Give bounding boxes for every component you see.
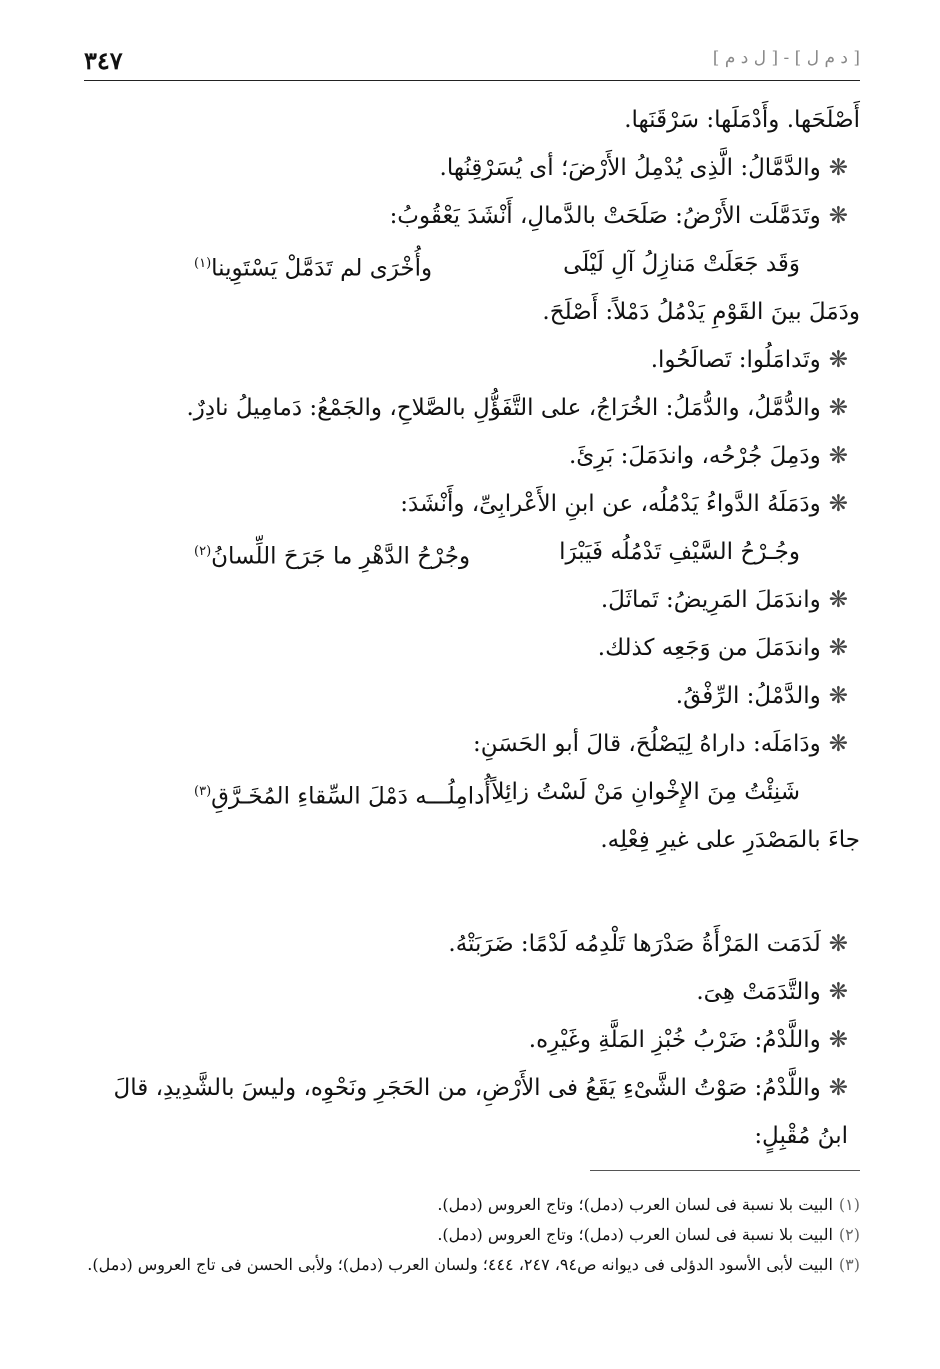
entry-star-icon: ❋ xyxy=(828,587,848,613)
page-header xyxy=(84,40,860,81)
footnote-text: البيت بلا نسبة فى لسان العرب (دمل)؛ وتاج العروس (دمل). xyxy=(437,1195,833,1214)
entry-line: ❋واللَّدْمُ: ضَرْبُ خُبْزِ المَلَّةِ وغَيْرِه. xyxy=(528,1027,848,1053)
footnote-divider xyxy=(590,1170,860,1171)
entry-star-icon: ❋ xyxy=(828,491,848,517)
entry-line: ❋واللَّدْمُ: صَوْتُ الشَّىْءِ يَقَعُ فى الأَرْضِ، من الحَجَرِ ونَحْوِه، وليسَ بالشَّدِيدِ، قالَ ابنُ مُقْبِلٍ: xyxy=(113,1075,848,1149)
entry-line: ❋والتَّدَمَتْ هِىَ. xyxy=(696,979,848,1005)
entry-line: ❋والدَّمْلُ: الرِّفْقُ. xyxy=(675,683,848,709)
verse-hemistich-1: وَقَد جَعَلَتْ مَنازِلُ آلِ لَيْلَى xyxy=(563,251,800,277)
verse-hemistich-2: وجُرْحُ الدَّهْرِ ما جَرَحَ اللِّسانُ$^{(٢)}$ xyxy=(194,543,471,570)
verse-hemistich-1: وجُـرْحُ السَّيْفِ تَدْمُلُه فَيَبْرَا xyxy=(559,539,800,565)
entry-star-icon: ❋ xyxy=(828,203,848,229)
entry-star-icon: ❋ xyxy=(828,155,848,181)
footnote-ref: (١) xyxy=(194,256,212,271)
footnotes xyxy=(84,1190,860,1280)
footnote-mark: (٢) xyxy=(838,1225,860,1244)
entry-line: ❋ودَمِلَ جُرْحُه، واندَمَلَ: بَرِئَ. xyxy=(568,443,848,469)
running-head: [ د م ل ] - [ ل د م ] xyxy=(712,48,860,68)
entry-star-icon: ❋ xyxy=(828,1027,848,1053)
entry-star-icon: ❋ xyxy=(828,931,848,957)
entry-line: ❋ودَامَلَه: داراهُ لِيَصْلُحَ، قالَ أبو الحَسَنِ: xyxy=(473,731,848,757)
entry-star-icon: ❋ xyxy=(828,979,848,1005)
entry-star-icon: ❋ xyxy=(828,1075,848,1101)
entry-line: ❋واندَمَلَ المَرِيضُ: تَماثَلَ. xyxy=(600,587,848,613)
entry-line: ❋والدُّمَّلُ، والدُّمَلُ: الخُرَاجُ، على التَّفَؤُّلِ بالصَّلاحِ، والجَمْعُ: دَمامِيلُ نادِرٌ. xyxy=(186,395,848,421)
footnote xyxy=(84,1250,860,1280)
entry-star-icon: ❋ xyxy=(828,443,848,469)
footnote-text: البيت بلا نسبة فى لسان العرب (دمل)؛ وتاج العروس (دمل). xyxy=(437,1225,833,1244)
footnote-ref: (٢) xyxy=(194,544,212,559)
entry-line: ❋لَدَمَت المَرْأَةُ صَدْرَها تَلْدِمُه لَدْمًا: ضَرَبَتْهُ. xyxy=(448,931,848,957)
entry-star-icon: ❋ xyxy=(828,731,848,757)
verse-hemistich-1: شَنِئْتُ مِنَ الإِخْوانِ مَنْ لَسْتُ زائِلاً xyxy=(491,779,800,805)
footnote-mark: (١) xyxy=(838,1195,860,1214)
text-line: جاءَ بالمَصْدَرِ على غيرِ فِعْلِه. xyxy=(600,827,860,853)
footnote xyxy=(84,1190,860,1220)
verse-line xyxy=(84,768,860,816)
text-line: ودَمَلَ بينَ القَوْمِ يَدْمُلُ دَمْلاً: أَصْلَحَ. xyxy=(542,299,860,325)
entry-line: ❋واندَمَلَ من وَجَعِه كذلك. xyxy=(597,635,848,661)
entry-star-icon: ❋ xyxy=(828,395,848,421)
verse-hemistich-2: وأُخْرَى لم تَدَمَّلْ يَسْتَوِينا$^{(١)}$ xyxy=(194,255,433,282)
text-line: أَصْلَحَها. وأَدْمَلَها: سَرْقَنَها. xyxy=(624,107,860,133)
footnote-ref: (٣) xyxy=(194,784,212,799)
entry-line: ❋وتَدامَلُوا: تَصالَحُوا. xyxy=(650,347,848,373)
footnote-text: البيت لأبى الأسود الدؤلى فى ديوانه ص٩٤، ٢٤٧، ٤٤٤؛ ولسان العرب (دمل)؛ ولأبى الحسن فى تاج العروس (دمل). xyxy=(87,1255,833,1274)
main-text xyxy=(84,96,860,1160)
verse-line xyxy=(84,240,860,288)
entry-line: ❋ودَمَلَهُ الدَّواءُ يَدْمُلُه، عن ابنِ الأَعْرابِىِّ، وأَنْشَدَ: xyxy=(400,491,848,517)
entry-star-icon: ❋ xyxy=(828,683,848,709)
entry-star-icon: ❋ xyxy=(828,635,848,661)
page-number: ٣٤٧ xyxy=(84,46,123,75)
section-gap xyxy=(84,864,860,920)
entry-line: ❋والدَّمَّالُ: الَّذِى يُدْمِلُ الأَرْضَ؛ أى يُسَرْقِنُها. xyxy=(439,155,848,181)
verse-line xyxy=(84,528,860,576)
footnote-mark: (٣) xyxy=(838,1255,860,1274)
footnote xyxy=(84,1220,860,1250)
entry-line: ❋وتَدَمَّلَت الأَرْضُ: صَلَحَتْ بالدَّمالِ، أَنْشَدَ يَعْقُوبُ: xyxy=(389,203,848,229)
verse-hemistich-2: أُدامِلُـــه دَمْلَ السِّقاءِ المُخَـرَّقِ$^{(٣)}$ xyxy=(194,783,491,810)
entry-star-icon: ❋ xyxy=(828,347,848,373)
